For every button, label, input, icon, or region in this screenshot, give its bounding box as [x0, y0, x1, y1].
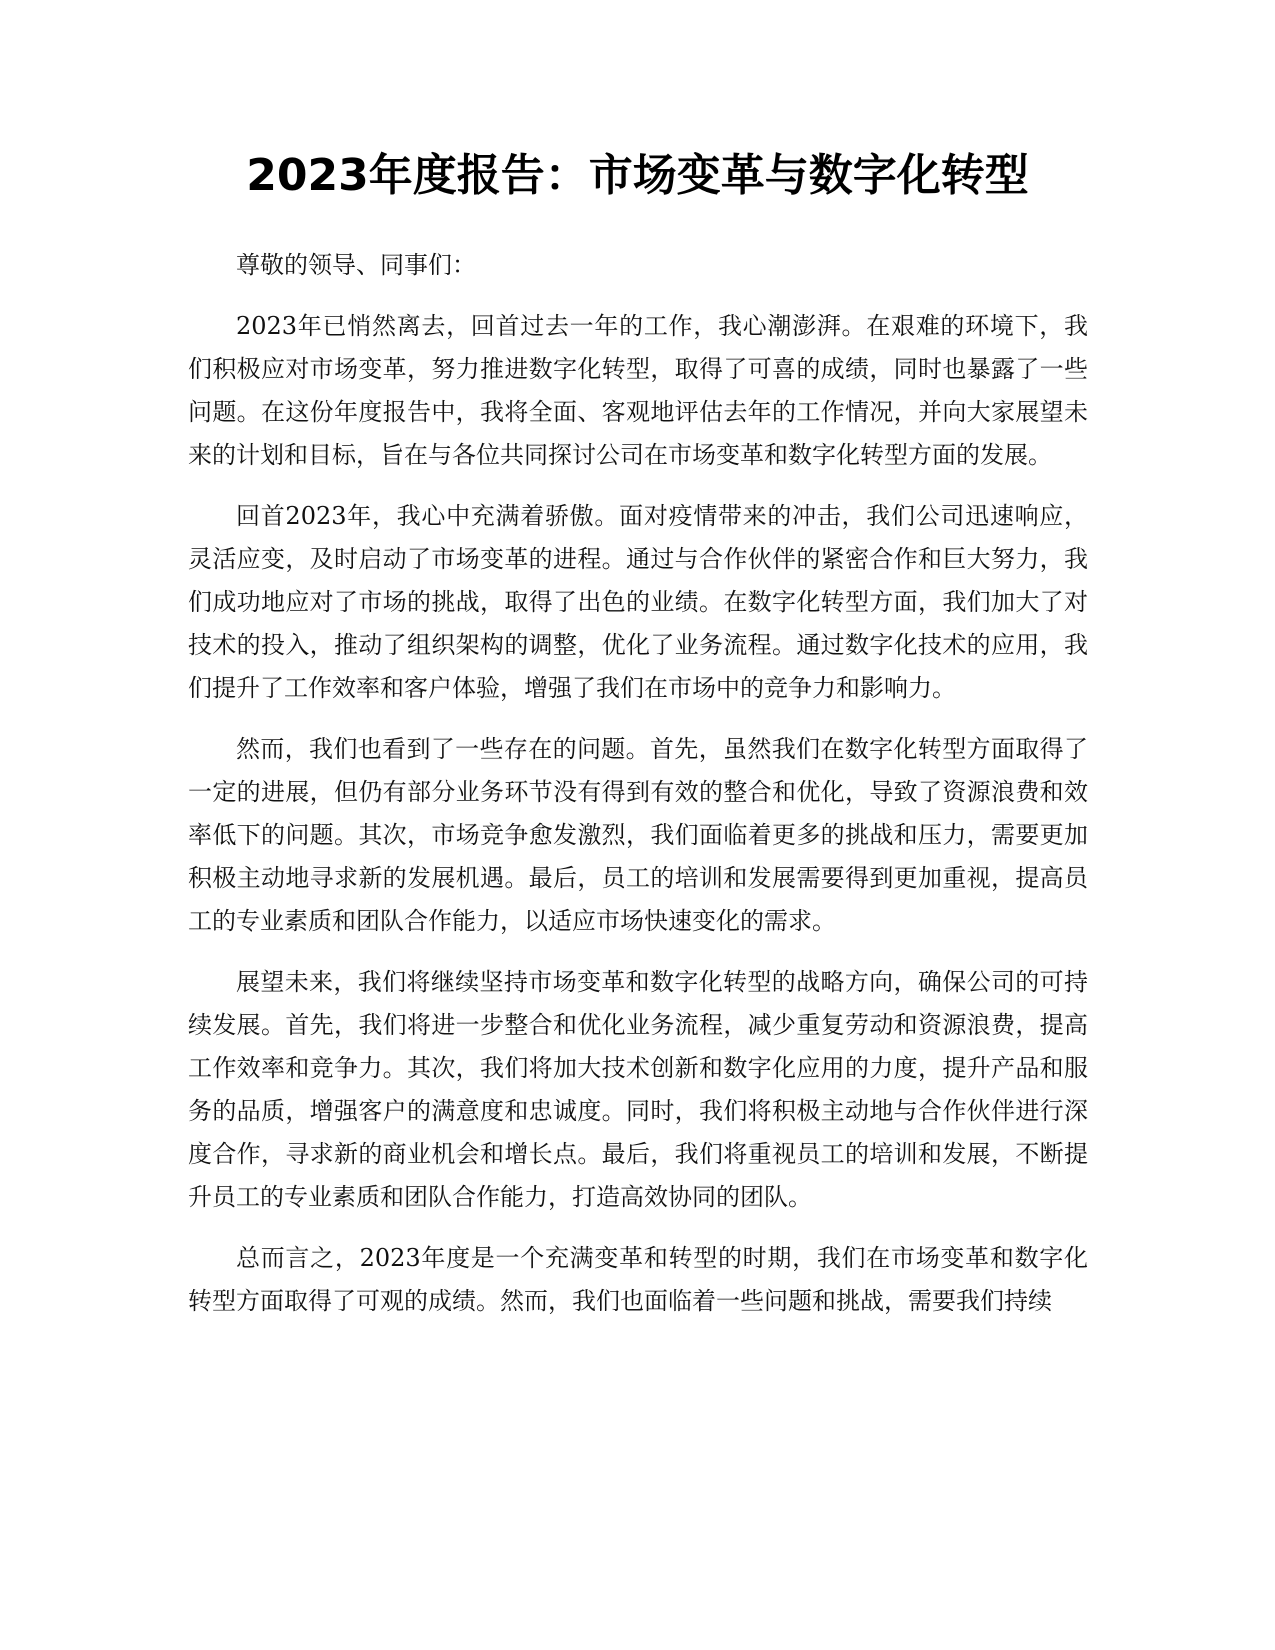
document-title: 2023年度报告：市场变革与数字化转型 — [246, 150, 1029, 201]
review-paragraph: 回首2023年，我心中充满着骄傲。面对疫情带来的冲击，我们公司迅速响应，灵活应变，及时启动了市场变革的进程。通过与合作伙伴的紧密合作和巨大努力，我们成功地应对了市场的挑战，取得了出色的业绩。在数字化转型方面，我们加大了对技术的投入，推动了组织架构的调整，优化了业务流程。通过数字化技术的应用，我们提升了工作效率和客户体验，增强了我们在市场中的竞争力和影响力。 — [188, 502, 1088, 702]
outlook-paragraph: 展望未来，我们将继续坚持市场变革和数字化转型的战略方向，确保公司的可持续发展。首先，我们将进一步整合和优化业务流程，减少重复劳动和资源浪费，提高工作效率和竞争力。其次，我们将加大技术创新和数字化应用的力度，提升产品和服务的品质，增强客户的满意度和忠诚度。同时，我们将积极主动地与合作伙伴进行深度合作，寻求新的商业机会和增长点。最后，我们将重视员工的培训和发展，不断提升员工的专业素质和团队合作能力，打造高效协同的团队。 — [188, 968, 1088, 1211]
summary-paragraph: 总而言之，2023年度是一个充满变革和转型的时期，我们在市场变革和数字化转型方面取得了可观的成绩。然而，我们也面临着一些问题和挑战，需要我们持续 — [188, 1244, 1088, 1315]
intro-paragraph: 2023年已悄然离去，回首过去一年的工作，我心潮澎湃。在艰难的环境下，我们积极应对市场变革，努力推进数字化转型，取得了可喜的成绩，同时也暴露了一些问题。在这份年度报告中，我将全面、客观地评估去年的工作情况，并向大家展望未来的计划和目标，旨在与各位共同探讨公司在市场变革和数字化转型方面的发展。 — [188, 312, 1088, 469]
greeting-paragraph: 尊敬的领导、同事们： — [236, 251, 476, 279]
problems-paragraph: 然而，我们也看到了一些存在的问题。首先，虽然我们在数字化转型方面取得了一定的进展，但仍有部分业务环节没有得到有效的整合和优化，导致了资源浪费和效率低下的问题。其次，市场竞争愈发激烈，我们面临着更多的挑战和压力，需要更加积极主动地寻求新的发展机遇。最后，员工的培训和发展需要得到更加重视，提高员工的专业素质和团队合作能力，以适应市场快速变化的需求。 — [188, 735, 1088, 935]
document-body — [188, 244, 1088, 1341]
